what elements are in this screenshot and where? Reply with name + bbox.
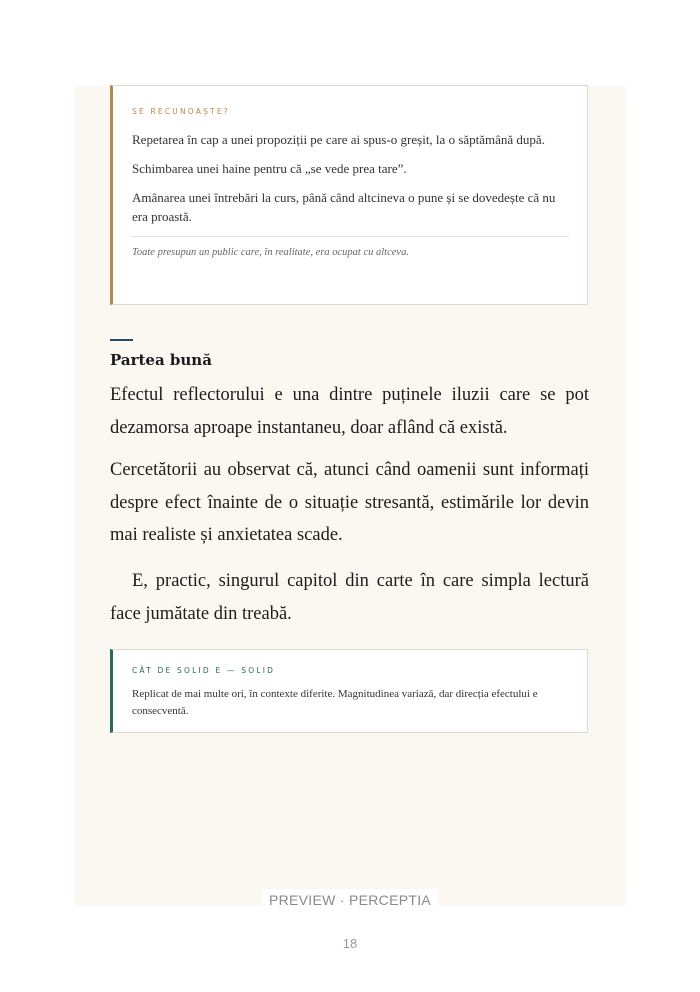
recognize-callout xyxy=(110,85,588,305)
evidence-callout-kicker: CÂT DE SOLID E — SOLID xyxy=(132,666,276,675)
body-paragraph: E, practic, singurul capitol din carte în care simpla lectură face jumătate din treabă. xyxy=(110,571,589,624)
body-paragraph: Efectul reflectorului e una dintre puținele iluzii care se pot dezamorsa aproape instantaneu, doar aflând că există. xyxy=(110,385,589,438)
recognize-item: Amânarea unei întrebări la curs, până când altcineva o pune și se dovedește că nu era proastă. xyxy=(132,190,556,224)
evidence-callout-text: Replicat de mai multe ori, în contexte diferite. Magnitudinea variază, dar direcția efectului e consecventă. xyxy=(132,688,538,717)
preview-footer-label: PREVIEW · PERCEPTIA xyxy=(262,889,438,911)
recognize-callout-kicker: SE RECUNOAȘTE? xyxy=(132,107,230,116)
section-heading: Partea bună xyxy=(110,351,212,369)
section-accent-bar xyxy=(110,339,133,341)
body-paragraph: Cercetătorii au observat că, atunci când oamenii sunt informați despre efect înainte de o situație stresantă, estimările lor devin mai realiste și anxietatea scade. xyxy=(110,460,589,545)
evidence-callout xyxy=(110,649,588,733)
recognize-item: Repetarea în cap a unei propoziții pe care ai spus-o greșit, la o săptămână după. xyxy=(132,132,545,147)
recognize-item: Schimbarea unei haine pentru că „se vede prea tare”. xyxy=(132,161,407,176)
recognize-callout-note: Toate presupun un public care, în realitate, era ocupat cu altceva. xyxy=(132,247,409,258)
page-number: 18 xyxy=(342,936,358,951)
callout-divider xyxy=(132,236,569,237)
